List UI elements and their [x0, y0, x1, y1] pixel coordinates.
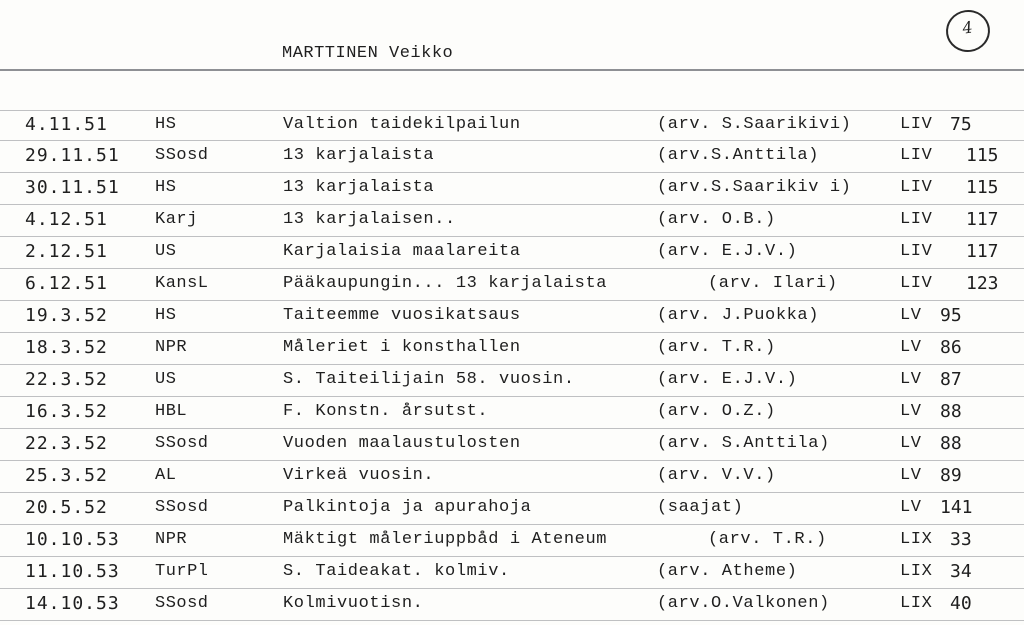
entry-title: Virkeä vuosin. — [283, 466, 435, 485]
entry-reviewer: (arv.S.Saarikiv i) — [657, 178, 852, 197]
entry-row — [0, 273, 1024, 303]
entry-page: 95 — [940, 305, 962, 326]
entry-reviewer: (arv. O.Z.) — [657, 402, 776, 421]
entry-page: 75 — [950, 114, 972, 135]
entry-title: 13 karjalaisen.. — [283, 210, 456, 229]
entry-volume: LIV — [900, 242, 933, 261]
entry-reviewer: (arv. S.Saarikivi) — [657, 115, 852, 134]
entry-page: 34 — [950, 561, 972, 582]
entry-volume: LV — [900, 434, 922, 453]
entry-volume: LV — [900, 466, 922, 485]
entry-title: F. Konstn. årsutst. — [283, 402, 489, 421]
entry-page: 115 — [966, 145, 999, 166]
entry-paper: SSosd — [155, 498, 209, 517]
entry-reviewer: (arv. O.B.) — [657, 210, 776, 229]
entry-date: 19.3.52 — [25, 305, 108, 326]
entry-row — [0, 433, 1024, 463]
entry-date: 18.3.52 — [25, 337, 108, 358]
entry-row — [0, 529, 1024, 559]
entry-page: 89 — [940, 465, 962, 486]
entry-date: 30.11.51 — [25, 177, 120, 198]
entry-reviewer: (arv. T.R.) — [657, 338, 776, 357]
entry-title: Mäktigt måleriuppbåd i Ateneum — [283, 530, 608, 549]
entry-paper: HBL — [155, 402, 188, 421]
entry-volume: LV — [900, 338, 922, 357]
entry-row — [0, 401, 1024, 431]
entry-row — [0, 593, 1024, 623]
entry-volume: LIV — [900, 146, 933, 165]
entry-page: 88 — [940, 433, 962, 454]
entry-title: 13 karjalaista — [283, 146, 435, 165]
entry-volume: LIX — [900, 530, 933, 549]
entry-reviewer: (arv. E.J.V.) — [657, 370, 798, 389]
entry-title: 13 karjalaista — [283, 178, 435, 197]
entry-page: 33 — [950, 529, 972, 550]
entry-row — [0, 145, 1024, 175]
entry-paper: SSosd — [155, 146, 209, 165]
entry-paper: NPR — [155, 338, 188, 357]
entry-page: 115 — [966, 177, 999, 198]
entry-title: Palkintoja ja apurahoja — [283, 498, 532, 517]
entry-paper: AL — [155, 466, 177, 485]
entry-title: S. Taideakat. kolmiv. — [283, 562, 510, 581]
entry-volume: LV — [900, 306, 922, 325]
entry-paper: US — [155, 370, 177, 389]
entry-volume: LIX — [900, 594, 933, 613]
entry-row — [0, 241, 1024, 271]
entry-paper: SSosd — [155, 594, 209, 613]
entry-row — [0, 209, 1024, 239]
entry-title: Måleriet i konsthallen — [283, 338, 521, 357]
entry-reviewer: (arv. Ilari) — [708, 274, 838, 293]
entry-row — [0, 497, 1024, 527]
page-number: 4 — [961, 17, 974, 38]
entry-date: 22.3.52 — [25, 433, 108, 454]
person-name: MARTTINEN Veikko — [282, 44, 454, 63]
entry-date: 14.10.53 — [25, 593, 120, 614]
entry-date: 6.12.51 — [25, 273, 108, 294]
entry-date: 11.10.53 — [25, 561, 120, 582]
entry-date: 4.11.51 — [25, 114, 108, 135]
entry-reviewer: (arv. J.Puokka) — [657, 306, 820, 325]
entry-paper: HS — [155, 115, 177, 134]
entry-reviewer: (arv.S.Anttila) — [657, 146, 820, 165]
entry-date: 4.12.51 — [25, 209, 108, 230]
entry-paper: HS — [155, 306, 177, 325]
entry-paper: TurPl — [155, 562, 209, 581]
entry-date: 20.5.52 — [25, 497, 108, 518]
entry-reviewer: (arv. V.V.) — [657, 466, 776, 485]
entry-row — [0, 305, 1024, 335]
entry-title: Vuoden maalaustulosten — [283, 434, 521, 453]
entry-reviewer: (arv. Atheme) — [657, 562, 798, 581]
entry-page: 117 — [966, 241, 999, 262]
entry-volume: LIV — [900, 274, 933, 293]
entry-reviewer: (arv. T.R.) — [708, 530, 827, 549]
entry-page: 123 — [966, 273, 999, 294]
entry-row — [0, 337, 1024, 367]
entry-page: 117 — [966, 209, 999, 230]
entry-row — [0, 177, 1024, 207]
entry-page: 88 — [940, 401, 962, 422]
entry-reviewer: (arv.O.Valkonen) — [657, 594, 830, 613]
entry-paper: NPR — [155, 530, 188, 549]
entry-reviewer: (arv. E.J.V.) — [657, 242, 798, 261]
entry-volume: LIX — [900, 562, 933, 581]
entry-date: 2.12.51 — [25, 241, 108, 262]
entry-title: Karjalaisia maalareita — [283, 242, 521, 261]
entry-volume: LV — [900, 370, 922, 389]
entry-volume: LIV — [900, 178, 933, 197]
entry-page: 40 — [950, 593, 972, 614]
entry-paper: HS — [155, 178, 177, 197]
entry-page: 141 — [940, 497, 973, 518]
entry-title: Valtion taidekilpailun — [283, 115, 521, 134]
entry-volume: LV — [900, 498, 922, 517]
entry-page: 86 — [940, 337, 962, 358]
entry-date: 10.10.53 — [25, 529, 120, 550]
entry-title: S. Taiteilijain 58. vuosin. — [283, 370, 575, 389]
entry-row — [0, 465, 1024, 495]
entry-paper: US — [155, 242, 177, 261]
entry-date: 22.3.52 — [25, 369, 108, 390]
entry-row — [0, 561, 1024, 591]
entry-volume: LIV — [900, 115, 933, 134]
entry-page: 87 — [940, 369, 962, 390]
entry-paper: SSosd — [155, 434, 209, 453]
entry-row — [0, 114, 1024, 144]
entry-volume: LV — [900, 402, 922, 421]
entry-date: 25.3.52 — [25, 465, 108, 486]
entry-volume: LIV — [900, 210, 933, 229]
entry-paper: Karj — [155, 210, 198, 229]
entry-title: Pääkaupungin... 13 karjalaista — [283, 274, 608, 293]
entry-date: 16.3.52 — [25, 401, 108, 422]
entry-row — [0, 369, 1024, 399]
entry-reviewer: (arv. S.Anttila) — [657, 434, 830, 453]
entry-date: 29.11.51 — [25, 145, 120, 166]
entry-title: Kolmivuotisn. — [283, 594, 424, 613]
entry-title: Taiteemme vuosikatsaus — [283, 306, 521, 325]
entry-paper: KansL — [155, 274, 209, 293]
entry-reviewer: (saajat) — [657, 498, 744, 517]
